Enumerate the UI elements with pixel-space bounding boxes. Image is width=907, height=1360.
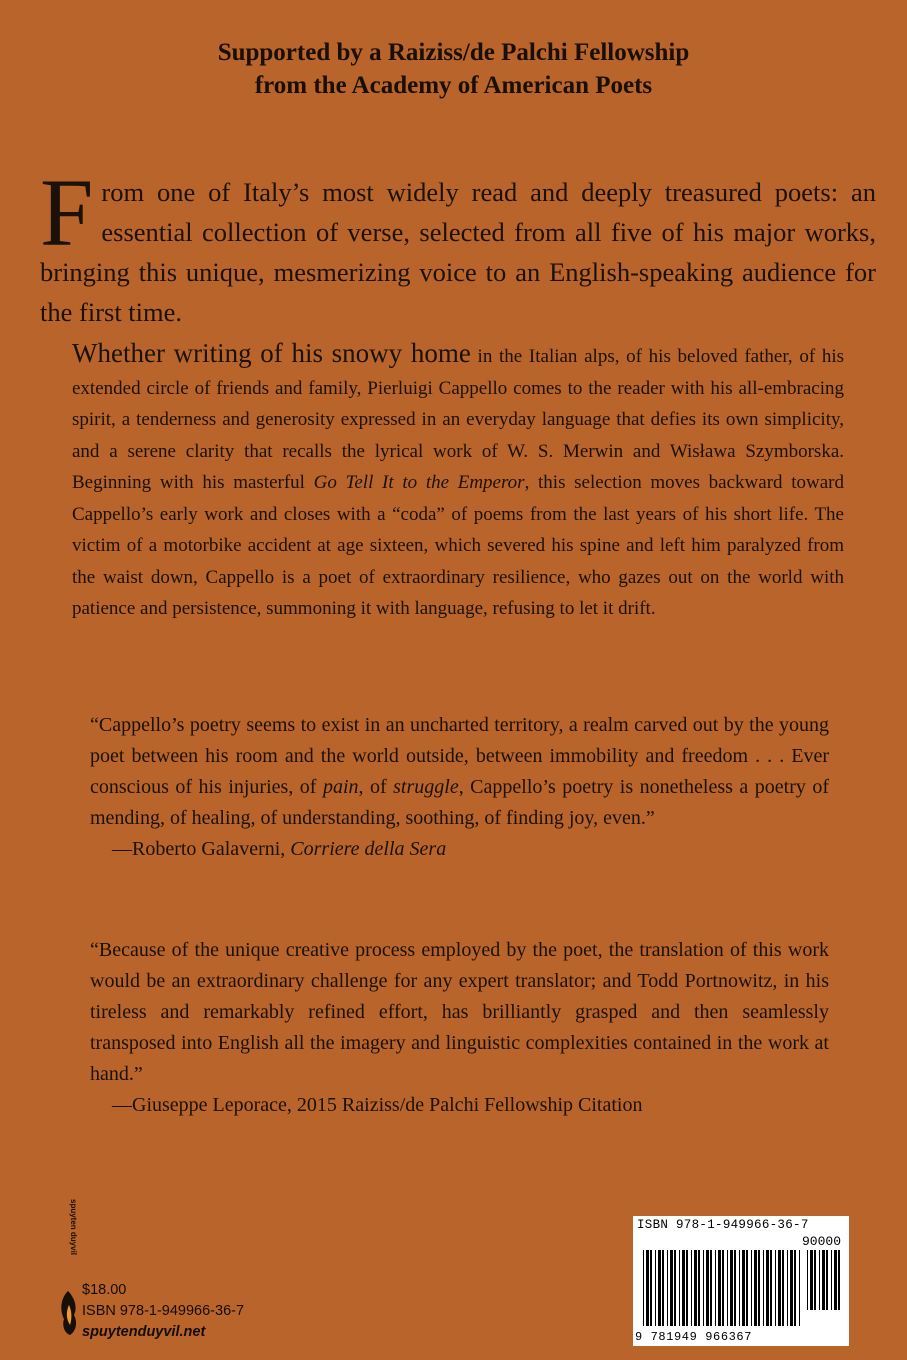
header-line-1: Supported by a Raiziss/de Palchi Fellowship: [217, 39, 690, 66]
barcode-bar: [686, 1250, 688, 1326]
lede-paragraph: [40, 159, 876, 332]
barcode-bar: [706, 1250, 709, 1326]
barcode-bar: [787, 1250, 788, 1326]
price-barcode-bar: [822, 1250, 825, 1310]
lede-text: rom one of Italy’s most widely read and deeply treasured poets: an essential collection of verse, selected from all five of his major works, bringing this unique, mesmerizing voice to an English-speaking audience for the first time.: [40, 177, 876, 327]
barcode-bar: [782, 1250, 784, 1326]
publisher-info: [82, 1280, 244, 1343]
barcode-bar: [746, 1250, 748, 1326]
barcode-bar: [691, 1250, 692, 1326]
blurb-1-attribution: [90, 834, 829, 865]
barcode-bar: [667, 1250, 668, 1326]
barcode-bar: [718, 1250, 721, 1326]
barcode-bar: [739, 1250, 740, 1326]
barcode-bar: [766, 1250, 769, 1326]
barcode-bar: [763, 1250, 764, 1326]
description-lead-in: Whether writing of his snowy home: [72, 338, 471, 368]
price-barcode-bar: [834, 1250, 837, 1310]
price-barcode-bar: [807, 1250, 808, 1310]
blurb-2-attribution: —Giuseppe Leporace, 2015 Raiziss/de Palchi Fellowship Citation: [112, 1094, 643, 1116]
barcode-bar: [742, 1250, 745, 1326]
blurb-1-italic-2: struggle: [393, 776, 459, 798]
barcode-bar: [694, 1250, 697, 1326]
blurb-1-part-1: “Cappello’s poetry seems to exist in an uncharted territory, a realm carved out by the young poet between his room and the world outside, between immobility and freedom . . . Ever conscious of his injuries, of: [90, 714, 829, 798]
barcode-bar: [679, 1250, 680, 1326]
barcode-bar: [682, 1250, 685, 1326]
price-barcode: [807, 1250, 843, 1310]
price-barcode-bar: [814, 1250, 816, 1310]
barcode-bar: [674, 1250, 676, 1326]
blurb-1-source: Corriere della Sera: [290, 838, 447, 860]
barcode-bar: [650, 1250, 652, 1326]
barcode-bar: [727, 1250, 728, 1326]
barcode-price-code: 90000: [801, 1234, 841, 1249]
blurb-leporace: [90, 935, 829, 1121]
barcode-bar: [751, 1250, 752, 1326]
description-paragraph: [72, 338, 844, 625]
book-title: Go Tell It to the Emperor: [313, 472, 525, 493]
barcode-bar: [734, 1250, 736, 1326]
description-part-2: , this selection moves backward toward Cappello’s early work and closes with a “coda” of poems from the last years of his short life. The victim of a motorbike accident at age sixteen, which severed his spine and left him paralyzed from the waist down, Cappello is a poet of extraordinary resilience, who gazes out on the world with patience and persistence, summoning it with language, refusing to let it drift.: [72, 472, 844, 619]
header-line-2: from the Academy of American Poets: [254, 72, 653, 99]
barcode-bar: [715, 1250, 716, 1326]
blurb-1-part-3: , Cappello’s poetry is nonetheless a poetry of mending, of healing, of understanding, soothing, of finding joy, even.”: [90, 776, 830, 829]
description-part-1: in the Italian alps, of his beloved father, of his extended circle of friends and family, Pierluigi Cappello comes to the reader with his all-embracing spirit, a tenderness and generosity expressed in an everyday language that defies its own simplicity, and a serene clarity that recalls the lyrical work of W. S. Merwin and Wisława Szymborska. Beginning with his masterful: [72, 346, 845, 493]
price-barcode-bar: [831, 1250, 832, 1310]
barcode-bar: [775, 1250, 776, 1326]
barcode-bar: [730, 1250, 733, 1326]
barcode-bar: [703, 1250, 704, 1326]
barcode-bar: [799, 1250, 800, 1326]
barcode-bar: [758, 1250, 760, 1326]
price-barcode-bar: [826, 1250, 828, 1310]
barcode-bar: [698, 1250, 700, 1326]
barcode-bar: [643, 1250, 644, 1326]
publisher-website: spuytenduyvil.net: [82, 1324, 206, 1340]
barcode-bar: [790, 1250, 793, 1326]
barcode-bar: [658, 1250, 661, 1326]
barcode-bar: [710, 1250, 712, 1326]
price-barcode-bar: [838, 1250, 840, 1310]
barcode-bar: [662, 1250, 664, 1326]
price-barcode-bar: [819, 1250, 820, 1310]
barcode-bar: [670, 1250, 673, 1326]
price: $18.00: [82, 1282, 127, 1298]
blurb-2-text: “Because of the unique creative process employed by the poet, the translation of this work would be an extraordinary challenge for any expert translator; and Todd Portnowitz, in his tireless and remarkably refined effort, has brilliantly grasped and then seamlessly transposed into English all the imagery and linguistic complexities contained in the work at hand.”: [90, 939, 829, 1085]
barcode-bar: [770, 1250, 772, 1326]
barcode-bar: [778, 1250, 781, 1326]
publisher-logo-wordmark: spuyten duyvil: [69, 1199, 78, 1256]
barcode-isbn-label: ISBN 978-1-949966-36-7: [637, 1218, 809, 1232]
barcode-bar: [794, 1250, 796, 1326]
publisher-logo: [56, 1195, 80, 1337]
barcode-bar: [646, 1250, 649, 1326]
blurb-1-author: —Roberto Galaverni,: [112, 838, 291, 860]
price-barcode-bar: [810, 1250, 813, 1310]
barcode-bar: [722, 1250, 724, 1326]
ean-barcode: [643, 1250, 803, 1326]
isbn-text: ISBN 978-1-949966-36-7: [82, 1303, 245, 1319]
fellowship-header: [0, 36, 907, 102]
barcode-bar: [754, 1250, 757, 1326]
barcode-panel: [633, 1216, 849, 1346]
blurb-1-part-2: , of: [358, 776, 394, 798]
blurb-1-italic-1: pain: [322, 776, 359, 798]
drop-cap: F: [40, 159, 94, 266]
barcode-digits: 9 781949 966367: [635, 1330, 753, 1344]
blurb-galaverni: [90, 710, 829, 865]
barcode-bar: [655, 1250, 656, 1326]
